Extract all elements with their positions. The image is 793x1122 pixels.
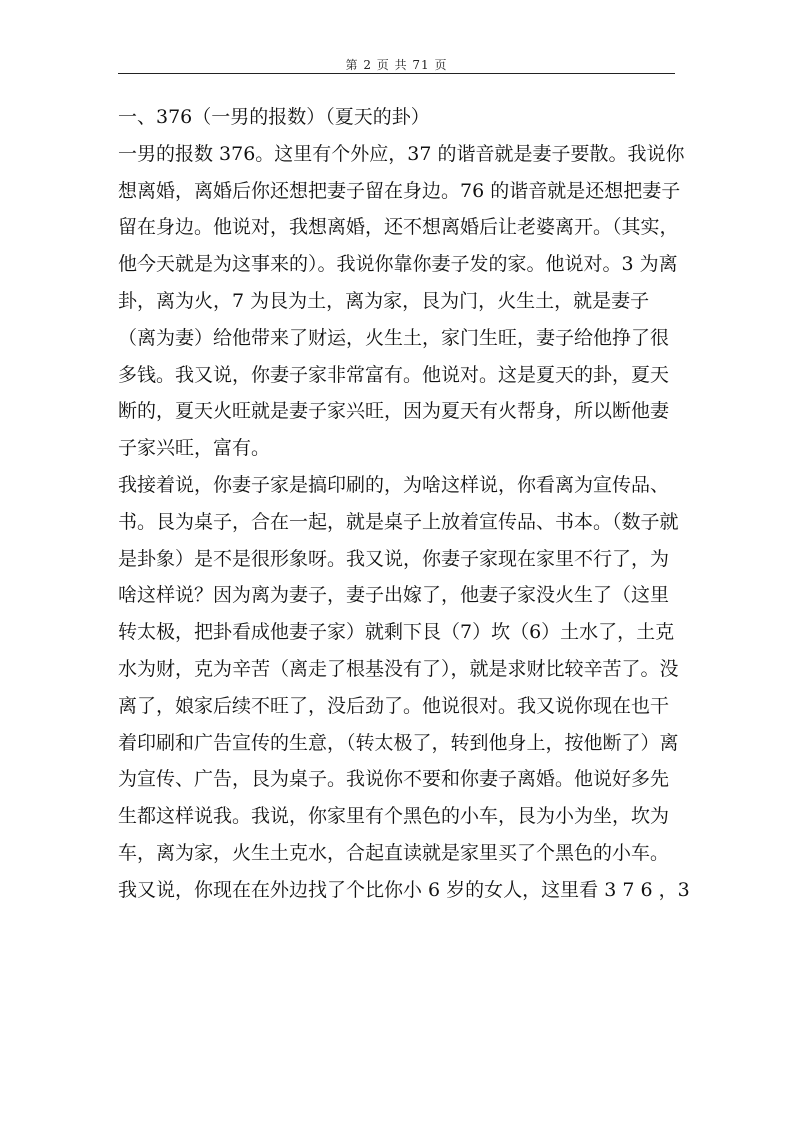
text-line: 啥这样说？因为离为妻子，妻子出嫁了，他妻子家没火生了（这里: [118, 584, 670, 607]
text-line: 是卦象）是不是很形象呀。我又说，你妻子家现在家里不行了，为: [118, 547, 670, 570]
text-line: 我又说，你现在在外边找了个比你小 6 岁的女人，这里看 3 7 6 ，3: [118, 878, 690, 901]
text-line: 我接着说，你妻子家是搞印刷的，为啥这样说，你看离为宣传品、: [118, 473, 670, 496]
page-number-label: 第 2 页 共 71 页: [345, 58, 448, 72]
section-heading: 一、376（一男的报数）（夏天的卦）: [118, 106, 430, 128]
text-line: 水为财，克为辛苦（离走了根基没有了），就是求财比较辛苦了。没: [118, 657, 679, 680]
text-line: 卦，离为火，7 为艮为土，离为家，艮为门，火生土，就是妻子: [118, 289, 650, 312]
text-line: 留在身边。他说对，我想离婚，还不想离婚后让老婆离开。（其实，: [118, 216, 679, 239]
page-header: [118, 56, 675, 73]
text-line: 他今天就是为这事来的）。我说你靠你妻子发的家。他说对。3 为离: [118, 253, 678, 276]
text-line: 子家兴旺，富有。: [118, 437, 271, 460]
text-line: 想离婚，离婚后你还想把妻子留在身边。76 的谐音就是还想把妻子: [118, 179, 681, 202]
text-line: （离为妻）给他带来了财运，火生土，家门生旺，妻子给他挣了很: [118, 326, 670, 349]
text-line: 着印刷和广告宣传的生意，（转太极了，转到他身上，按他断了）离: [118, 731, 679, 754]
text-line: 生都这样说我。我说，你家里有个黑色的小车，艮为小为坐，坎为: [118, 805, 670, 828]
text-line: 书。艮为桌子，合在一起，就是桌子上放着宣传品、书本。（数子就: [118, 510, 679, 533]
text-line: 车，离为家，火生土克水，合起直读就是家里买了个黑色的小车。: [118, 841, 670, 864]
text-line: 离了，娘家后续不旺了，没后劲了。他说很对。我又说你现在也干: [118, 694, 670, 717]
document-body: [118, 99, 690, 909]
text-line: 为宣传、广告，艮为桌子。我说你不要和你妻子离婚。他说好多先: [118, 768, 670, 791]
text-line: 转太极，把卦看成他妻子家）就剩下艮（7）坎（6）土水了，土克: [118, 621, 675, 644]
text-line: 多钱。我又说，你妻子家非常富有。他说对。这是夏天的卦，夏天: [118, 363, 670, 386]
text-line: 一男的报数 376。这里有个外应，37 的谐音就是妻子要散。我说你: [118, 142, 685, 165]
text-line: 断的，夏天火旺就是妻子家兴旺，因为夏天有火帮身，所以断他妻: [118, 400, 670, 423]
header-divider: [118, 73, 675, 74]
